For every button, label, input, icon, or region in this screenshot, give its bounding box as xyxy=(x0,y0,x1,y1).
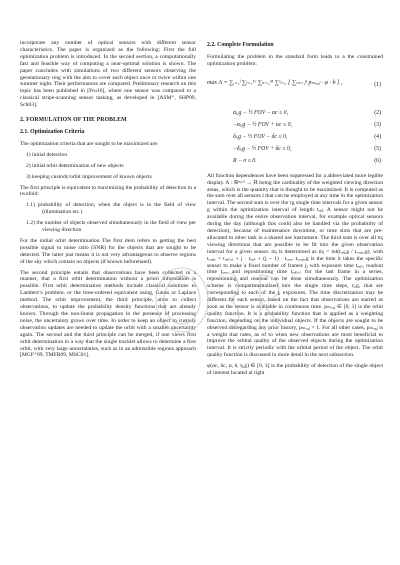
subsection-title-optimization: 2.1. Optimization Criteria xyxy=(20,128,85,135)
phi-paragraph: φ(αc, δc, α, δ, tⱼ,g) ∈ [0, 1] is the probability of detection of the single object of interest located at right xyxy=(207,363,383,377)
second-principle-paragraph: The second principle entails that observations have been collected in a manner, that a first orbit determination without a priori information is possible. First orbit determination methods include classical solutions to Lambert’s problem, or the time-ordered equivalent using, Gauss or Laplace method. The orbit improvement, the third principle, aims to collect observations, to update the probability density functions that are already known. Through the non-linear propagation in the presence of processing noise, the uncertainty grows over time. In order to keep an object in custody observation updates are needed to update the orbit with a smaller uncertainty again. The second and the third principle can be merged, if one views first orbit determination in a way that the single tracklet allows to determine a first orbit, with very large uncertainties, such as in an admissible regions approach [MGF⁺09, TMFR09, MSC01]. xyxy=(20,269,196,359)
main-equation-text: max A = ∑ᵢ₌₁ˡ ∑ⱼ₌₁ᵀᶜ ∑ₖ₌₁ᴹ ∑ˢₗ₌₁ [ ∑ₘ₌₁ⁿ pₘₒ₆ⱼ · φ · b ] , xyxy=(207,79,343,86)
left-column xyxy=(20,40,196,363)
main-equation xyxy=(207,72,383,106)
criteria-item-1: 1) initial detection xyxy=(26,151,68,158)
intro-paragraph: incorporate any number of optical sensors with different sensor characteristics. The paper is organized as the following: First the full optimization problem is introduced. In the second section, a computationally fast and feasible way of computing a near-optimal solution is shown. The paper concludes with simulations of two different sensors observing the geostationary ring with the aim to cover each object once or twice within one summer night. Their performances are compared. Preliminary research on this topic has been published in [Fru16], where one sensor was compared to a classical stripe-scanning sensor tasking, as developed in [ASM⁺, SHP99, Sch03]. xyxy=(20,40,196,109)
criteria-intro: The optimization criteria that are sought to be maximized are: xyxy=(20,140,159,147)
constraint-row: R − σ ≤ 0. (6) xyxy=(233,157,381,164)
criteria-item-3: 3) keeping custody/orbit improvement of known objects xyxy=(26,173,152,180)
constraint-row: −αⱼ,g − ½ FOV + αc ≤ 0, (3) xyxy=(233,121,381,128)
prob-item-1: 1.1) probability of detection, when the object is in the field of view (illumination etc.) xyxy=(26,202,196,216)
criteria-item-2: 2) initial orbit determination of new objects xyxy=(26,162,124,169)
constraint-list xyxy=(207,110,383,170)
main-equation-number: (1) xyxy=(374,81,381,88)
probability-paragraph: The first principle is equivalent to maximizing the probability of detection in a twofold: xyxy=(20,184,196,198)
prob-item-2: 1.2) the number of objects observed simultaneously in the field of view per viewing direction xyxy=(26,220,196,234)
constraint-row: δⱼ,g − ½ FOV − δc ≤ 0, (4) xyxy=(233,133,381,140)
section-title: 2. FORMULATION OF THE PROBLEM xyxy=(20,117,127,124)
constraint-row: −δⱼ,g − ½ FOV + δc ≤ 0, (5) xyxy=(233,145,381,152)
iod-paragraph: For the initial orbit determination The first item refers to getting the best possible signal to noise ratio (SNR) for the objects that are sought to be detected. The latter just means it is not very advantageous to observe regions of the sky which contain no objects (if known beforehand). xyxy=(20,237,196,265)
formulating-paragraph: Formulating the problem in the standard form leads to a the constrained optimization problem: xyxy=(207,53,383,67)
dependence-paragraph: All function dependences have been suppressed for a abbreviated more legible display. A : ℝⁿ×³ → ℝ being the cardinality of the weighted viewing direction areas, which is the quantity that is thought to be maximized. It is computed as the sum over all sensors l that can be employed at any time in the optimization interval. The second sum is over the τg single time intervals for a given sensor g within the optimization interval of length tₒᵦⱼ. A sensor might not be available during the entire observation interval, for example optical sensors during the day (although this could also be handled via the probability of detection), because of maintenance downtime, or time slots that are pre-allocated to other task in a shared use instrument. The third sum is over all mⱼ viewing directions that are possible to be fit into the given observation interval for a given sensor. mⱼ is determined as mⱼ = int(tₒᵦⱼ,g / tᵣₒᵤⱼₑ,g), with tᵣₒᵤⱼₑ = tᵣₑₚₒₛ + j · tₑₓₚ + (j − 1) · tᵣₑₐₔ. tᵣₒᵤⱼₑ,g is the time it takes the specific sensor to make a fixed number of frames jⱼ with exposure time tₑₓₚ, readout time tᵣₑₐₔ and repositioning time tᵣₑₚₒₛ for the last frame in a series, repositioning and readout can be done simultaneously. The optimization scheme is compartmentalized into the single time steps, tⱼ,g, that are corresponding to each of the jⱼ exposures. The time discretization may be different for each sensor, based on the fact that observations are started as soon as the sensor is available in continuous time. pₘₒ₆ⱼ ∈ [0, 1] is the orbit quality function. It is a probability function that is applied as a weighting function, depending on the individual objects. If the objects are sought to be observed disregarding any prior history, pₘₒ₆ⱼ = 1. For all other cases, pₘₒ₆ⱼ is a weight that rates, as of to when new observations are most beneficial to improve the orbital quality of the observed objects during the optimization interval. It is strictly periodic with the orbital period of the object. The orbit quality function is discussed in more detail in the next subsection. xyxy=(207,172,383,359)
constraint-row: αⱼ,g − ½ FOV − αc ≤ 0, (2) xyxy=(233,109,381,116)
right-column xyxy=(207,40,383,381)
subsection-title-complete: 2.2. Complete Formulation xyxy=(207,42,274,48)
